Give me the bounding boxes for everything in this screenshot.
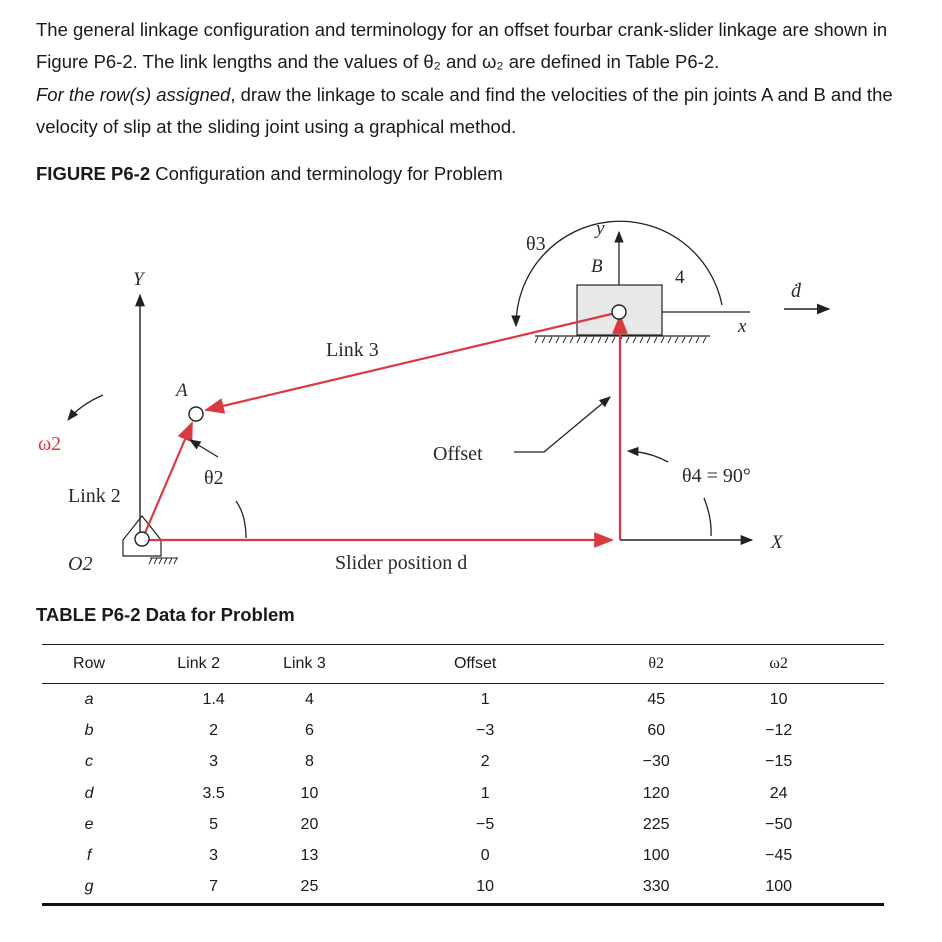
cell-link2: 1.4 xyxy=(202,690,225,708)
label-link2: Link 2 xyxy=(68,485,121,507)
pin-a xyxy=(189,407,203,421)
cell-row: e xyxy=(84,815,94,833)
label-link4: 4 xyxy=(675,267,685,288)
cell-link3: 25 xyxy=(261,872,348,905)
cell-omega2: −50 xyxy=(765,815,793,833)
cell-spacer xyxy=(847,778,884,809)
cell-omega2: −45 xyxy=(765,847,793,865)
cell-theta2: 330 xyxy=(603,872,710,905)
linkage-diagram xyxy=(0,190,942,590)
problem-sentence-1: The general linkage configuration and terminology for an offset fourbar crank-slider linkage are shown in Figure P6-2. The link lengths and the values of θ₂ and ω₂ are defined in Table P6-2. xyxy=(36,19,888,73)
label-theta2: θ2 xyxy=(204,467,224,489)
theta4-pointer xyxy=(628,451,668,462)
slider-ground xyxy=(535,336,710,343)
cell-theta2: 45 xyxy=(647,690,666,708)
cell-link2: 5 xyxy=(209,815,219,833)
theta2-arc xyxy=(236,501,246,538)
omega2-arrow xyxy=(68,395,103,420)
cell-offset: 0 xyxy=(480,847,490,865)
problem-emphasis: For the row(s) assigned xyxy=(36,83,231,105)
cell-link3: 4 xyxy=(305,690,314,708)
cell-omega2: −12 xyxy=(765,721,793,739)
figure-caption-text: Configuration and terminology for Problem xyxy=(150,163,503,184)
table-row xyxy=(42,684,884,716)
cell-spacer xyxy=(847,809,884,840)
cell-spacer xyxy=(847,747,884,778)
table-row xyxy=(42,840,884,871)
cell-omega2: 100 xyxy=(710,872,848,905)
cell-link2: 3 xyxy=(209,753,219,771)
label-link3: Link 3 xyxy=(326,339,379,361)
cell-theta2: 225 xyxy=(642,815,670,833)
label-o2: O2 xyxy=(68,553,93,575)
cell-link3: 8 xyxy=(305,753,314,771)
cell-omega2: 10 xyxy=(769,690,788,708)
header-link2: Link 2 xyxy=(136,645,261,684)
problem-sentence-2: , draw the linkage to scale and find the velocities of the pin joints A and B and the velocity of slip at the sliding joint using a graphical method. xyxy=(36,83,893,137)
table-body xyxy=(42,684,884,905)
offset-pointer xyxy=(514,397,610,452)
cell-offset: 1 xyxy=(480,690,490,708)
theta4-arc xyxy=(704,498,711,536)
label-point-a: A xyxy=(176,380,188,401)
table-row xyxy=(42,747,884,778)
cell-theta2: 120 xyxy=(642,784,670,802)
figure-caption-label: FIGURE P6-2 xyxy=(36,163,151,184)
cell-link2: 7 xyxy=(136,872,261,905)
cell-row: c xyxy=(85,753,94,771)
link-2 xyxy=(142,423,192,540)
label-y-local: y xyxy=(596,218,605,239)
cell-omega2: −15 xyxy=(765,753,793,771)
header-offset: Offset xyxy=(348,645,603,684)
cell-link3: 20 xyxy=(300,815,319,833)
label-d-dot: ḋ xyxy=(791,280,801,302)
label-point-b: B xyxy=(591,256,603,277)
data-table xyxy=(42,644,884,906)
table-row xyxy=(42,715,884,746)
cell-link3: 6 xyxy=(305,721,314,739)
header-spacer xyxy=(847,645,884,684)
cell-offset: 10 xyxy=(348,872,603,905)
cell-link2: 3 xyxy=(209,847,219,865)
table-row xyxy=(42,872,884,905)
label-theta3: θ3 xyxy=(526,233,546,255)
cell-row: g xyxy=(42,872,136,905)
figure-caption xyxy=(36,163,503,185)
problem-statement xyxy=(36,14,916,143)
header-omega2: ω2 xyxy=(710,645,848,684)
cell-offset: −3 xyxy=(476,721,495,739)
cell-spacer xyxy=(847,840,884,871)
header-link3: Link 3 xyxy=(261,645,348,684)
cell-link2: 3.5 xyxy=(202,784,225,802)
cell-theta2: −30 xyxy=(642,753,670,771)
table-row xyxy=(42,778,884,809)
cell-omega2: 24 xyxy=(769,784,788,802)
cell-theta2: 60 xyxy=(647,721,666,739)
cell-row: b xyxy=(84,721,94,739)
label-omega2: ω2 xyxy=(38,433,62,455)
label-x-global: X xyxy=(771,532,783,553)
label-offset: Offset xyxy=(433,443,483,465)
pin-b xyxy=(612,305,626,319)
label-theta4: θ4 = 90° xyxy=(682,465,751,487)
cell-offset: 2 xyxy=(480,753,490,771)
cell-row: f xyxy=(86,847,92,865)
cell-row: a xyxy=(84,690,94,708)
table-row xyxy=(42,809,884,840)
cell-offset: −5 xyxy=(476,815,495,833)
label-y-global: Y xyxy=(133,269,144,290)
label-x-local: x xyxy=(738,316,747,337)
label-slider-position: Slider position d xyxy=(335,552,468,574)
header-theta2: θ2 xyxy=(603,645,710,684)
theta2-pointer xyxy=(190,440,218,457)
pin-o2 xyxy=(135,532,149,546)
cell-spacer xyxy=(847,715,884,746)
cell-link2: 2 xyxy=(209,721,219,739)
link-3 xyxy=(206,312,620,410)
cell-spacer xyxy=(847,684,884,716)
table-caption: TABLE P6-2 Data for Problem xyxy=(36,604,295,625)
cell-spacer xyxy=(847,872,884,905)
cell-offset: 1 xyxy=(480,784,490,802)
cell-theta2: 100 xyxy=(642,847,670,865)
cell-row: d xyxy=(84,784,94,802)
cell-link3: 13 xyxy=(300,847,319,865)
table-header-row xyxy=(42,645,884,684)
cell-link3: 10 xyxy=(300,784,319,802)
header-row: Row xyxy=(42,645,136,684)
